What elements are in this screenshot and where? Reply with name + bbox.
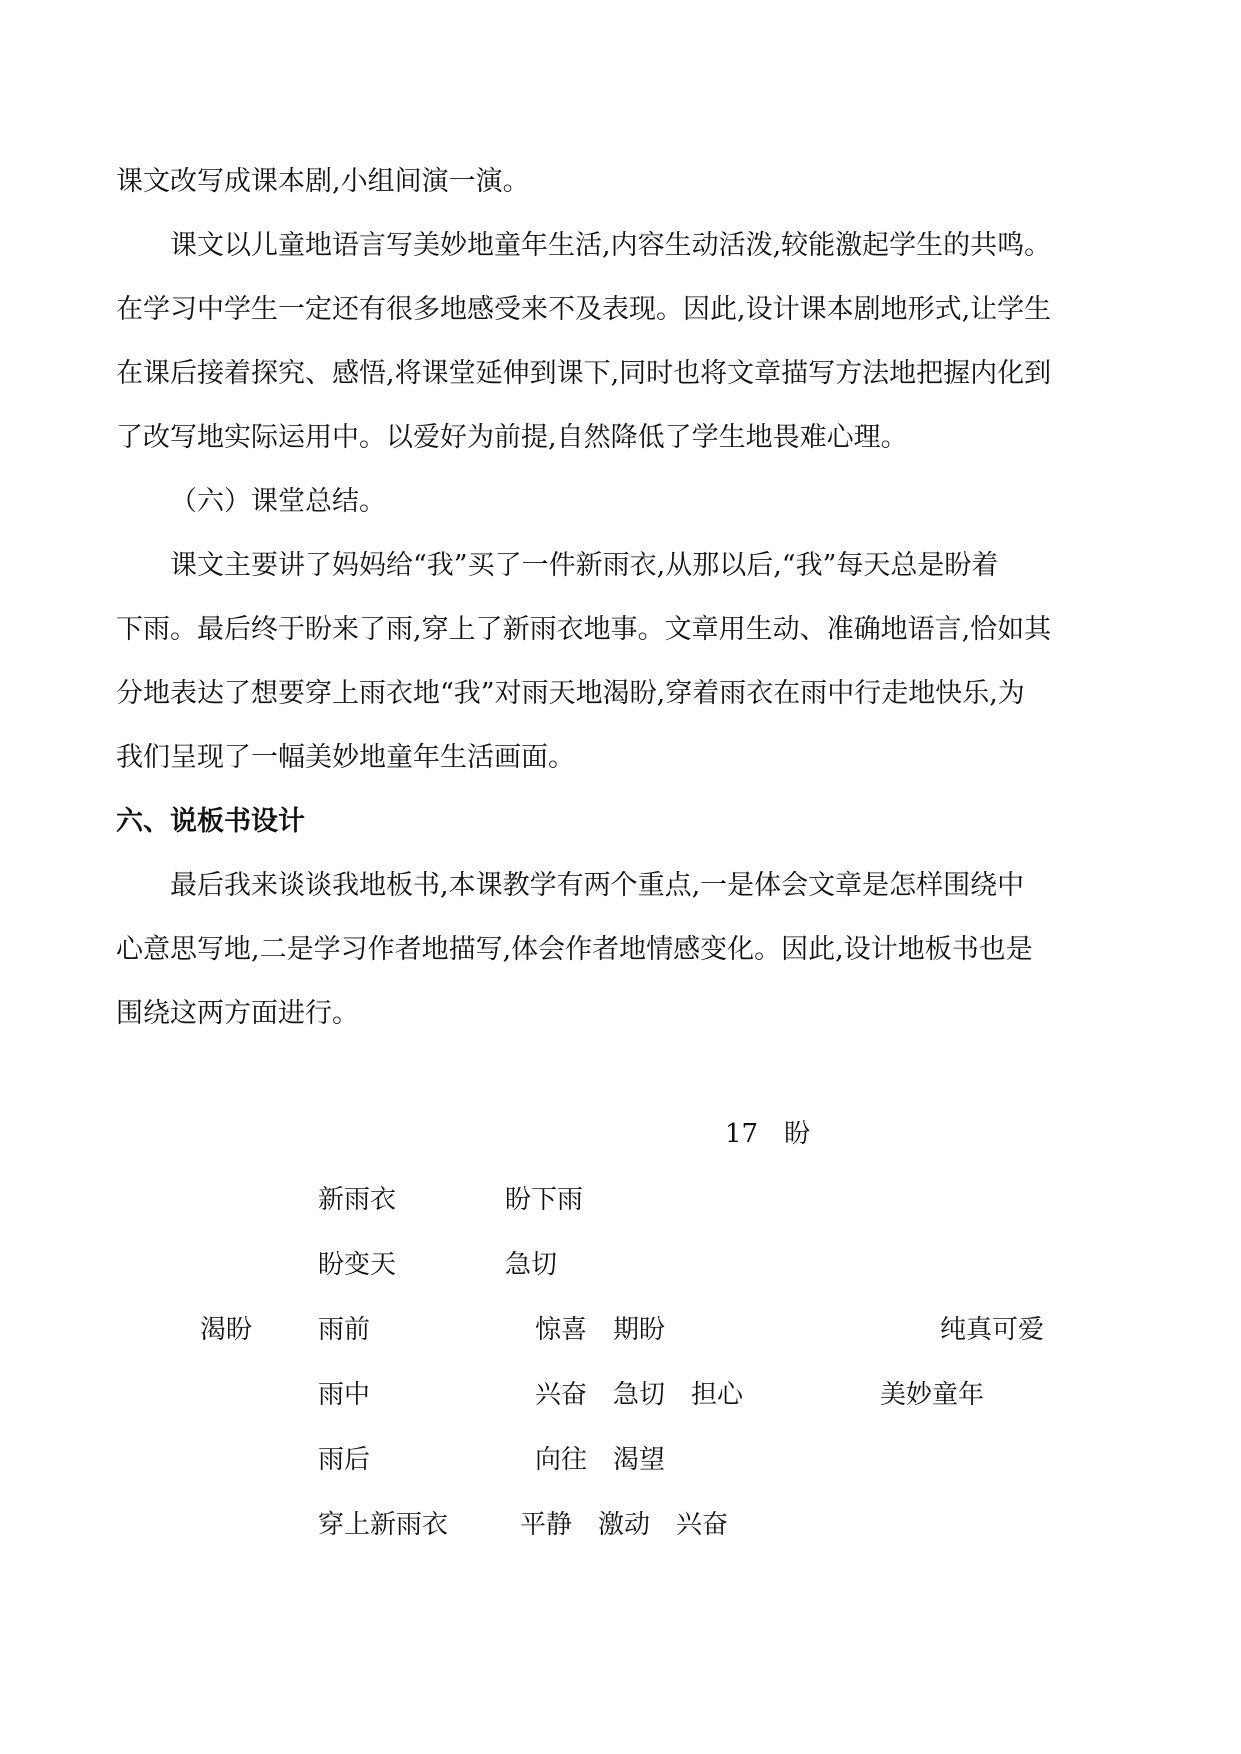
blackboard-feeling: 盼下雨 bbox=[505, 1185, 584, 1215]
paragraph-line: 最后我来谈谈我地板书,本课教学有两个重点,一是体会文章是怎样围绕中 bbox=[170, 870, 1025, 901]
section-heading: 六、说板书设计 bbox=[116, 806, 305, 837]
paragraph-line: 在学习中学生一定还有很多地感受来不及表现。因此,设计课本剧地形式,让学生 bbox=[116, 294, 1052, 325]
blackboard-left-label: 渴盼 bbox=[200, 1315, 253, 1345]
blackboard-event: 新雨衣 bbox=[318, 1185, 397, 1215]
blackboard-summary: 纯真可爱 bbox=[940, 1315, 1045, 1345]
section-subtitle: （六）课堂总结。 bbox=[170, 486, 386, 517]
paragraph-line: 围绕这两方面进行。 bbox=[116, 998, 359, 1029]
paragraph-line: 课文以儿童地语言写美妙地童年生活,内容生动活泼,较能激起学生的共鸣。 bbox=[170, 230, 1052, 261]
blackboard-feeling: 惊喜 期盼 bbox=[535, 1315, 666, 1345]
blackboard-event: 雨前 bbox=[318, 1315, 371, 1345]
paragraph-line: 课文主要讲了妈妈给“我”买了一件新雨衣,从那以后,“我”每天总是盼着 bbox=[170, 550, 999, 581]
blackboard-summary: 美妙童年 bbox=[880, 1380, 985, 1410]
blackboard-title: 17 盼 bbox=[725, 1119, 811, 1149]
paragraph-line: 了改写地实际运用中。以爱好为前提,自然降低了学生地畏难心理。 bbox=[116, 422, 908, 453]
blackboard-event: 雨中 bbox=[318, 1380, 371, 1410]
blackboard-feeling: 急切 bbox=[505, 1250, 558, 1280]
paragraph-line: 课文改写成课本剧,小组间演一演。 bbox=[116, 166, 530, 197]
paragraph-line: 我们呈现了一幅美妙地童年生活画面。 bbox=[116, 742, 575, 773]
blackboard-feeling: 向往 渴望 bbox=[535, 1445, 666, 1475]
blackboard-feeling: 兴奋 急切 担心 bbox=[535, 1380, 744, 1410]
paragraph-line: 在课后接着探究、感悟,将课堂延伸到课下,同时也将文章描写方法地把握内化到 bbox=[116, 358, 1052, 389]
blackboard-event: 穿上新雨衣 bbox=[318, 1510, 449, 1540]
paragraph-line: 下雨。最后终于盼来了雨,穿上了新雨衣地事。文章用生动、准确地语言,恰如其 bbox=[116, 614, 1052, 645]
blackboard-event: 盼变天 bbox=[318, 1250, 397, 1280]
blackboard-feeling: 平静 激动 兴奋 bbox=[520, 1510, 729, 1540]
paragraph-line: 心意思写地,二是学习作者地描写,体会作者地情感变化。因此,设计地板书也是 bbox=[116, 934, 1033, 965]
blackboard-event: 雨后 bbox=[318, 1445, 371, 1475]
paragraph-line: 分地表达了想要穿上雨衣地“我”对雨天地渴盼,穿着雨衣在雨中行走地快乐,为 bbox=[116, 678, 1025, 709]
